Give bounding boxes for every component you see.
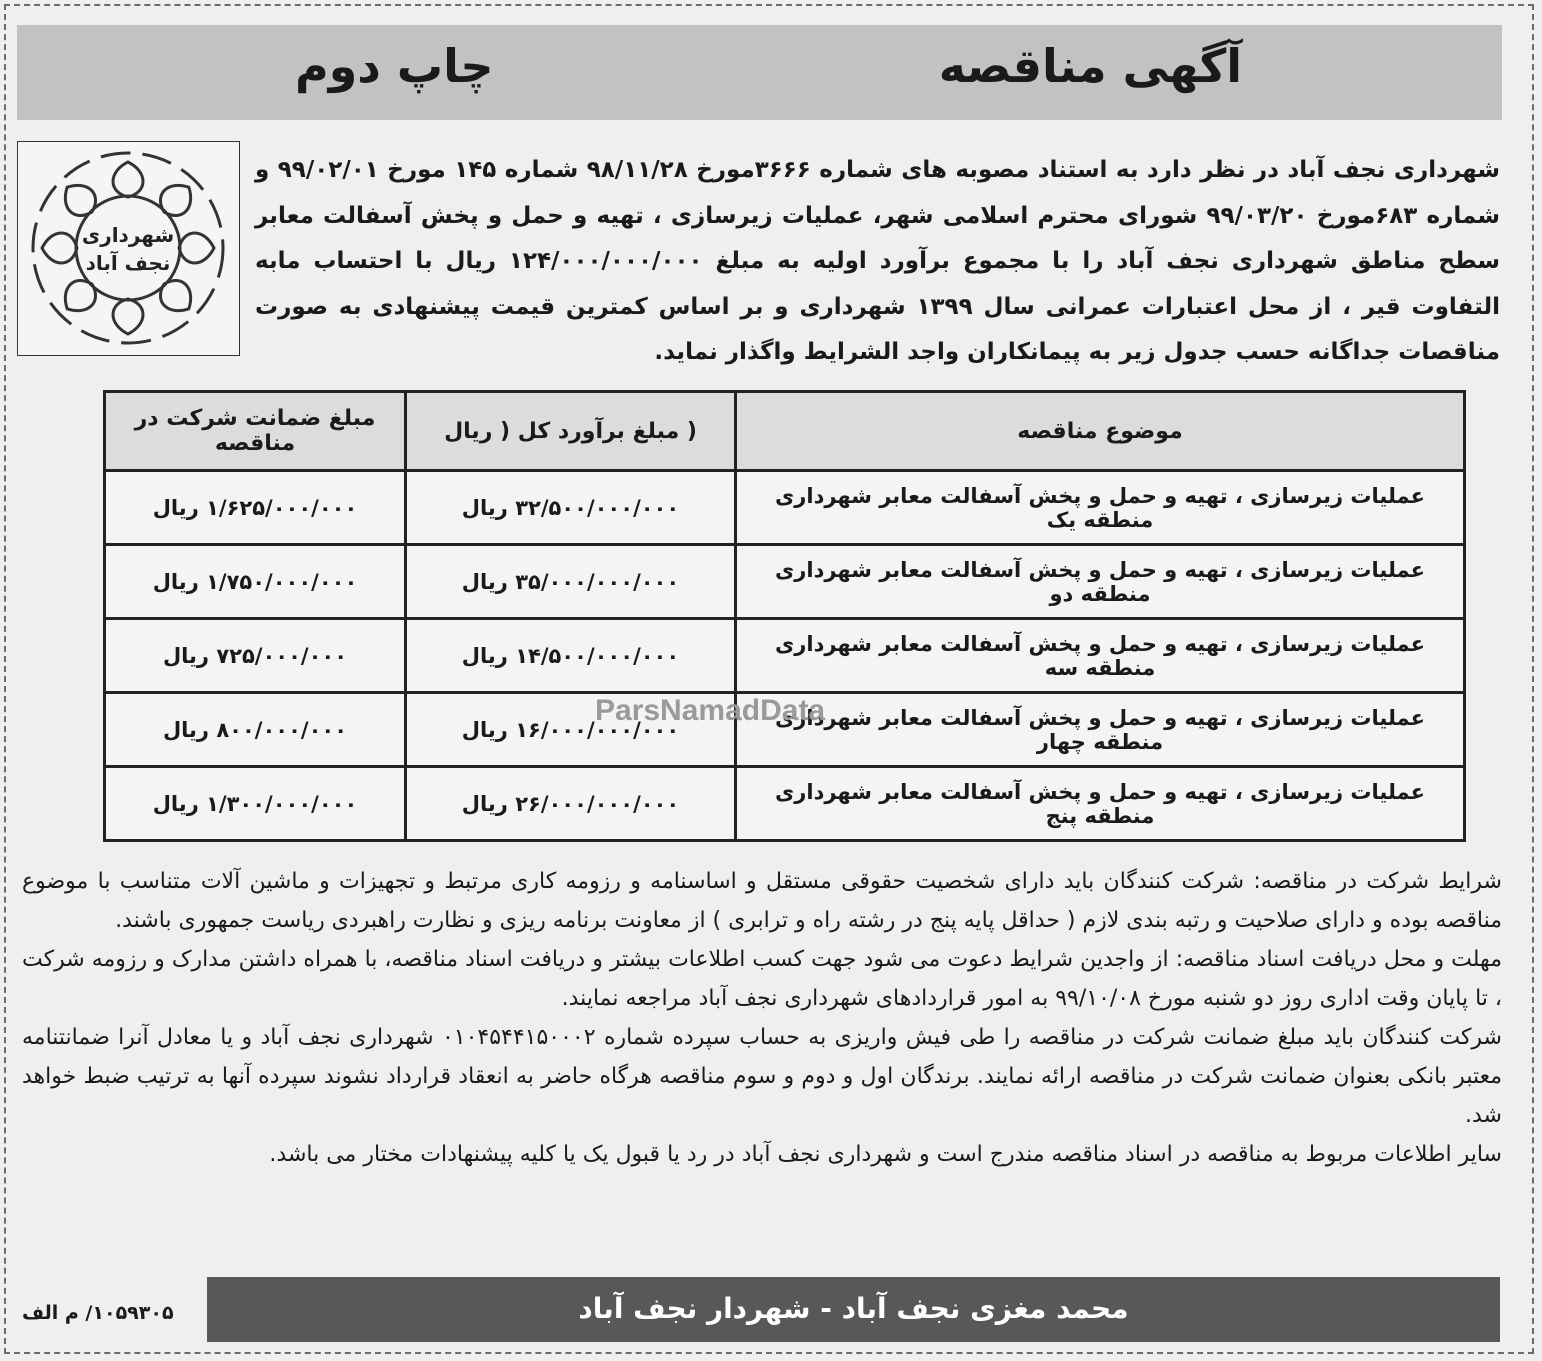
seal-icon (18, 142, 238, 354)
table-header-row (105, 392, 1465, 471)
edition-label: چاپ دوم (295, 39, 494, 93)
estimate-cell: ۲۶/۰۰۰/۰۰۰/۰۰۰ ریال (406, 767, 736, 841)
estimate-cell: ۳۲/۵۰۰/۰۰۰/۰۰۰ ریال (406, 471, 736, 545)
subject-cell: عملیات زیرسازی ، تهیه و حمل و پخش آسفالت معابر شهرداری منطقه یک (736, 471, 1465, 545)
col-guarantee: مبلغ ضمانت شرکت در مناقصه (105, 392, 406, 471)
other-info: سایر اطلاعات مربوط به مناقصه در اسناد مناقصه مندرج است و شهرداری نجف آباد در رد یا قبول یک یا کلیه پیشنهادات مختار می باشد. (269, 1142, 1502, 1167)
estimate-cell: ۱۴/۵۰۰/۰۰۰/۰۰۰ ریال (406, 619, 736, 693)
guarantee-cell: ۱/۳۰۰/۰۰۰/۰۰۰ ریال (105, 767, 406, 841)
subject-cell: عملیات زیرسازی ، تهیه و حمل و پخش آسفالت معابر شهرداری منطقه پنج (736, 767, 1465, 841)
table-row (105, 471, 1465, 545)
guarantee-cell: ۸۰۰/۰۰۰/۰۰۰ ریال (105, 693, 406, 767)
estimate-cell: ۳۵/۰۰۰/۰۰۰/۰۰۰ ریال (406, 545, 736, 619)
col-subject: موضوع مناقصه (736, 392, 1465, 471)
svg-text:نجف آباد: نجف آباد (85, 251, 171, 275)
table-row (105, 619, 1465, 693)
subject-cell: عملیات زیرسازی ، تهیه و حمل و پخش آسفالت معابر شهرداری منطقه سه (736, 619, 1465, 693)
participation-conditions: شرایط شرکت در مناقصه: شرکت کنندگان باید دارای شخصیت حقوقی مستقل و اساسنامه و رزومه کاری مرتبط و تجهیزات و ماشین آلات متناسب با موضوع مناقصه بوده و دارای صلاحیت و رتبه بندی لازم ( حداقل پایه پنج در رشته راه و ترابری ) از معاونت برنامه ریزی و نظارت راهبردی ریاست جمهوری باشند. (22, 869, 1502, 933)
guarantee-info: شرکت کنندگان باید مبلغ ضمانت شرکت در مناقصه را طی فیش واریزی به حساب سپرده شماره ۰۱۰۴۵۴۴۱۵۰۰۰۲ شهرداری نجف آباد و یا معادل آنرا ضمانتنامه معتبر بانکی بعنوان ضمانت شرکت در مناقصه ارائه نمایند. برندگان اول و دوم و سوم مناقصه هرگاه حاضر به انعقاد قرارداد نشوند سپرده آنها به ترتیب ضبط خواهد شد. (22, 1025, 1502, 1128)
reference-number: ۱۰۵۹۳۰۵/ م الف (22, 1302, 174, 1324)
svg-text:شهرداری: شهرداری (81, 223, 175, 247)
intro-paragraph: شهرداری نجف آباد در نظر دارد به استناد مصوبه های شماره ۳۶۶۶مورخ ۹۸/۱۱/۲۸ شماره ۱۴۵ مورخ ۹۹/۰۲/۰۱ و شماره ۶۸۳مورخ ۹۹/۰۳/۲۰ شورای محترم اسلامی شهر، عملیات زیرسازی ، تهیه و حمل و پخش آسفالت معابر سطح مناطق شهرداری نجف آباد را با مجموع برآورد اولیه به مبلغ ۱۲۴/۰۰۰/۰۰۰/۰۰۰ ریال با احتساب مابه التفاوت قیر ، از محل اعتبارات عمرانی سال ۱۳۹۹ شهرداری و بر اساس کمترین قیمت پیشنهادی به صورت مناقصات جداگانه حسب جدول زیر به پیمانکاران واجد الشرایط واگذار نماید. (255, 157, 1501, 365)
municipality-logo (17, 141, 240, 356)
subject-cell: عملیات زیرسازی ، تهیه و حمل و پخش آسفالت معابر شهرداری منطقه چهار (736, 693, 1465, 767)
guarantee-cell: ۱/۶۲۵/۰۰۰/۰۰۰ ریال (105, 471, 406, 545)
col-estimate: ( مبلغ برآورد کل ( ریال (406, 392, 736, 471)
signature-bar: محمد مغزی نجف آباد - شهردار نجف آباد (207, 1277, 1500, 1342)
header-bar (17, 25, 1502, 120)
tender-table (103, 390, 1466, 842)
conditions (22, 862, 1502, 1174)
table-row (105, 767, 1465, 841)
guarantee-cell: ۷۲۵/۰۰۰/۰۰۰ ریال (105, 619, 406, 693)
watermark: ParsNamadData (595, 694, 826, 727)
guarantee-cell: ۱/۷۵۰/۰۰۰/۰۰۰ ریال (105, 545, 406, 619)
table-row (105, 693, 1465, 767)
deadline-info: مهلت و محل دریافت اسناد مناقصه: از واجدین شرایط دعوت می شود جهت کسب اطلاعات بیشتر و دریافت اسناد مناقصه، با همراه داشتن مدارک و رزومه شرکت ، تا پایان وقت اداری روز دو شنبه مورخ ۹۹/۱۰/۰۸ به امور قراردادهای شهرداری نجف آباد مراجعه نمایند. (22, 947, 1502, 1011)
notice-title: آگهی مناقصه (938, 39, 1242, 93)
table-row (105, 545, 1465, 619)
subject-cell: عملیات زیرسازی ، تهیه و حمل و پخش آسفالت معابر شهرداری منطقه دو (736, 545, 1465, 619)
estimate-cell: ۱۶/۰۰۰/۰۰۰/۰۰۰ ریال (406, 693, 736, 767)
